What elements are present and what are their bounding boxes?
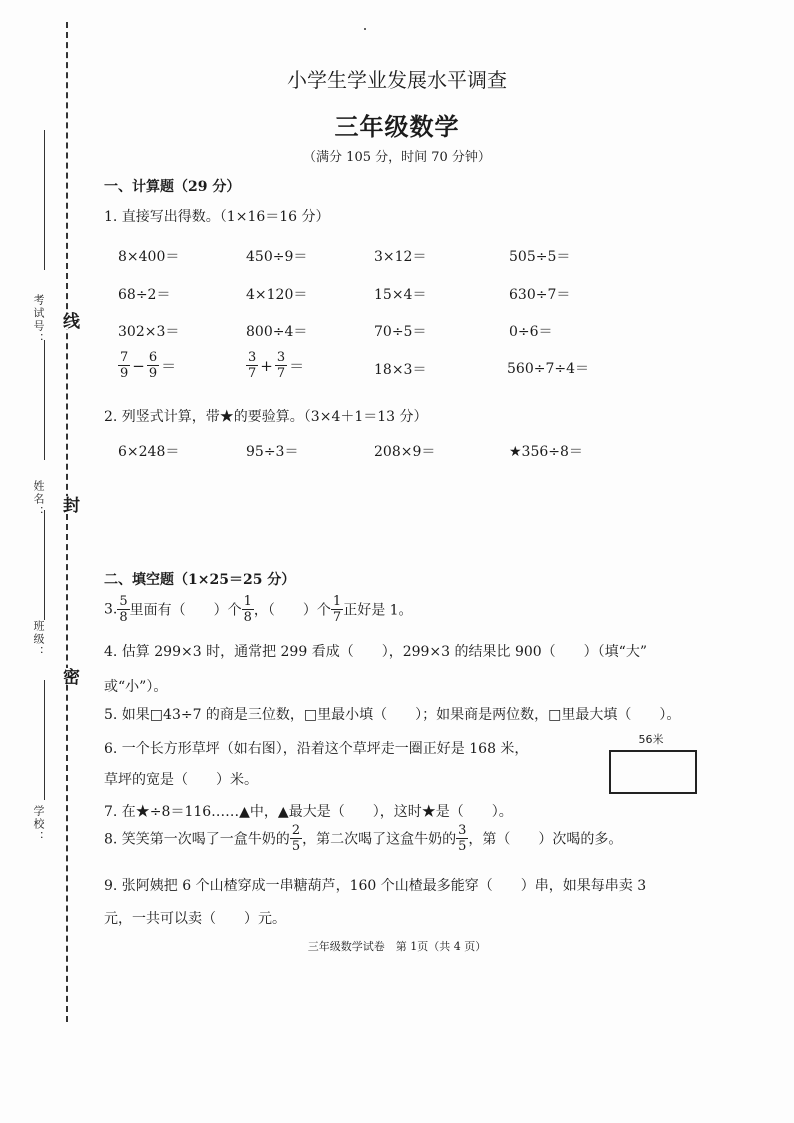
- vertical-calc-item: 208×9＝: [374, 444, 436, 460]
- class-label: 班级：: [32, 620, 45, 659]
- class-line: [44, 510, 45, 620]
- calc-item: 800÷4＝: [246, 324, 308, 340]
- school-line: [44, 680, 45, 800]
- question-7: 7. 在★÷8＝116……▲中，▲最大是（ ），这时★是（ ）。: [104, 804, 513, 820]
- calc-item: 0÷6＝: [509, 324, 553, 340]
- vertical-calc-item: 6×248＝: [118, 444, 180, 460]
- calc-item: 68÷2＝: [118, 287, 171, 303]
- question-5: 5. 如果□43÷7 的商是三位数，□里最小填（ ）；如果商是两位数，□里最大填（ ）。: [104, 707, 681, 723]
- calc-item-fraction-add: $\frac{3}{7}$ + $\frac{3}{7}$ ＝: [248, 350, 305, 381]
- school-label: 学校：: [32, 805, 45, 844]
- vertical-calc-item: 95÷3＝: [246, 444, 299, 460]
- question-9-line-1: 9. 张阿姨把 6 个山楂穿成一串糖葫芦，160 个山楂最多能穿（ ）串，如果每串卖 3: [104, 878, 647, 894]
- rectangle-length-label: 56米: [638, 733, 664, 746]
- exam-no-label: 考试号：: [32, 294, 45, 346]
- question-4-line-1: 4. 估算 299×3 时，通常把 299 看成（ ），299×3 的结果比 900（ ）（填“大”: [104, 644, 647, 660]
- question-3: 3. $\frac{5}{8}$ 里面有（ ）个 $\frac{1}{8}$ ，（ ）个 $\frac{1}{7}$ 正好是 1。: [104, 594, 413, 625]
- name-line: [44, 340, 45, 460]
- calc-item-fraction-subtract: $\frac{7}{9}$ − $\frac{6}{9}$ ＝: [120, 350, 177, 381]
- calc-item: 302×3＝: [118, 324, 180, 340]
- binding-dashed-line: [66, 22, 68, 1022]
- exam-title: 三年级数学: [334, 113, 460, 141]
- calc-item: 3×12＝: [374, 249, 427, 265]
- calc-item: 4×120＝: [246, 287, 308, 303]
- vertical-calc-item: ★356÷8＝: [509, 444, 583, 460]
- section-1-title: 一、计算题（29 分）: [104, 179, 241, 195]
- question-4-line-2: 或“小”）。: [104, 679, 168, 695]
- page-footer: 三年级数学试卷 第 1页（共 4 页）: [307, 940, 487, 953]
- question-6-line-1: 6. 一个长方形草坪（如右图），沿着这个草坪走一圈正好是 168 米，: [104, 741, 529, 757]
- scan-dot: [364, 28, 366, 30]
- calc-item: 505÷5＝: [509, 249, 571, 265]
- exam-note: （满分 105 分，时间 70 分钟）: [303, 150, 491, 165]
- seal-char-mi: 密: [60, 668, 82, 685]
- section-2-title: 二、填空题（1×25＝25 分）: [104, 572, 296, 588]
- seal-char-xian: 线: [60, 312, 82, 329]
- name-label: 姓名：: [32, 480, 45, 519]
- question-9-line-2: 元，一共可以卖（ ）元。: [104, 911, 286, 927]
- question-8: 8. 笑笑第一次喝了一盒牛奶的 $\frac{2}{5}$ ，第二次喝了这盒牛奶的 $\frac{3}{5}$ ，第（ ）次喝的多。: [104, 823, 623, 854]
- question-6-line-2: 草坪的宽是（ ）米。: [104, 772, 258, 788]
- calc-item: 8×400＝: [118, 249, 180, 265]
- calc-item: 18×3＝: [374, 362, 427, 378]
- seal-char-feng: 封: [60, 496, 82, 513]
- q1-title: 1. 直接写出得数。（1×16＝16 分）: [104, 209, 330, 225]
- calc-item: 630÷7＝: [509, 287, 571, 303]
- exam-subtitle: 小学生学业发展水平调查: [287, 68, 507, 92]
- lawn-rectangle-figure: [609, 750, 697, 794]
- calc-item: 15×4＝: [374, 287, 427, 303]
- calc-item: 560÷7÷4＝: [507, 361, 589, 377]
- calc-item: 450÷9＝: [246, 249, 308, 265]
- calc-item: 70÷5＝: [374, 324, 427, 340]
- q2-title: 2. 列竖式计算，带★的要验算。（3×4＋1＝13 分）: [104, 409, 428, 425]
